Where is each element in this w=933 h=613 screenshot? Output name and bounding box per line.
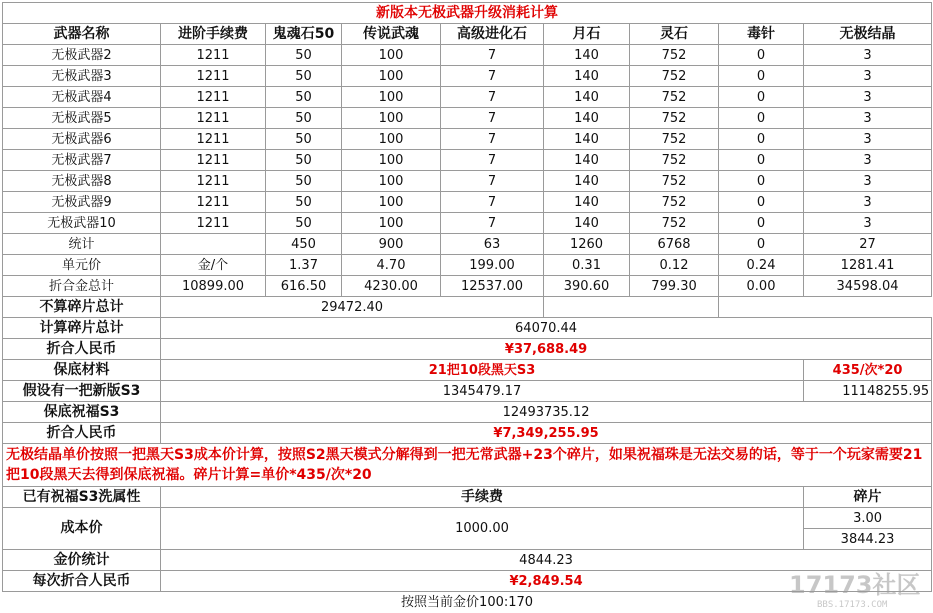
table-row <box>3 129 932 150</box>
table-cell[interactable]: 3 <box>804 192 932 213</box>
table-cell[interactable]: 752 <box>630 129 719 150</box>
table-cell[interactable]: 3 <box>804 108 932 129</box>
calc-shard-total-label[interactable]: 计算碎片总计 <box>3 318 161 339</box>
table-cell[interactable]: 7 <box>441 87 544 108</box>
bless-label[interactable]: 保底祝福S3 <box>3 402 161 423</box>
table-cell[interactable]: 390.60 <box>544 276 630 297</box>
table-cell[interactable]: 1211 <box>161 129 266 150</box>
table-cell[interactable]: 1211 <box>161 87 266 108</box>
gold-value[interactable]: 4844.23 <box>161 550 932 571</box>
table-cell[interactable]: 4.70 <box>342 255 441 276</box>
table-cell[interactable]: 0 <box>719 108 804 129</box>
table-cell[interactable]: 50 <box>266 150 342 171</box>
header-cell[interactable]: 毒针 <box>719 24 804 45</box>
table-cell[interactable]: 7 <box>441 213 544 234</box>
table-cell[interactable]: 100 <box>342 108 441 129</box>
table-row <box>3 276 932 297</box>
table-cell[interactable]: 0.12 <box>630 255 719 276</box>
bless-value[interactable]: 12493735.12 <box>161 402 932 423</box>
guarantee-extra[interactable]: 435/次*20 <box>804 360 932 381</box>
row-label[interactable]: 无极武器4 <box>3 87 161 108</box>
table-cell[interactable]: 140 <box>544 213 630 234</box>
table-cell[interactable]: 0 <box>719 45 804 66</box>
assume-extra[interactable]: 11148255.95 <box>804 381 932 402</box>
table-cell[interactable]: 1211 <box>161 45 266 66</box>
table-cell[interactable]: 63 <box>441 234 544 255</box>
assume-label[interactable]: 假设有一把新版S3 <box>3 381 161 402</box>
table-cell[interactable]: 50 <box>266 171 342 192</box>
table-cell[interactable]: 1260 <box>544 234 630 255</box>
guarantee-label[interactable]: 保底材料 <box>3 360 161 381</box>
row-label[interactable]: 统计 <box>3 234 161 255</box>
table-cell[interactable]: 7 <box>441 129 544 150</box>
table-row <box>3 66 932 87</box>
watermark-logo-text: 17173社区 <box>789 571 921 599</box>
table-cell[interactable]: 7 <box>441 66 544 87</box>
table-cell[interactable]: 7 <box>441 45 544 66</box>
table-cell[interactable]: 7 <box>441 171 544 192</box>
table-row <box>3 171 932 192</box>
table-cell[interactable]: 1211 <box>161 150 266 171</box>
assume-value[interactable]: 1345479.17 <box>161 381 804 402</box>
table-cell[interactable]: 0.00 <box>719 276 804 297</box>
header-row <box>3 24 932 45</box>
row-label[interactable]: 无极武器3 <box>3 66 161 87</box>
table-row <box>3 87 932 108</box>
table-cell[interactable]: 752 <box>630 66 719 87</box>
table-cell[interactable]: 50 <box>266 192 342 213</box>
header-cell[interactable]: 无极结晶 <box>804 24 932 45</box>
table-cell[interactable]: 100 <box>342 129 441 150</box>
empty-cell[interactable] <box>544 297 719 318</box>
bless-row <box>3 402 932 423</box>
table-row <box>3 234 932 255</box>
table-cell[interactable]: 3 <box>804 129 932 150</box>
guarantee-row <box>3 360 932 381</box>
table-cell[interactable]: 100 <box>342 171 441 192</box>
reroll-header-row <box>3 487 932 508</box>
table-cell[interactable]: 7 <box>441 150 544 171</box>
table-cell[interactable]: 3 <box>804 87 932 108</box>
row-label[interactable]: 单元价 <box>3 255 161 276</box>
rmb-row-2 <box>3 423 932 444</box>
table-cell[interactable]: 100 <box>342 45 441 66</box>
table-cell[interactable]: 27 <box>804 234 932 255</box>
table-cell[interactable]: 0 <box>719 192 804 213</box>
sheet-title[interactable]: 新版本无极武器升级消耗计算 <box>3 3 932 24</box>
table-cell[interactable]: 100 <box>342 213 441 234</box>
rmb-label-1[interactable]: 折合人民币 <box>3 339 161 360</box>
table-cell[interactable]: 140 <box>544 45 630 66</box>
table-cell[interactable]: 50 <box>266 66 342 87</box>
table-cell[interactable]: 752 <box>630 171 719 192</box>
cost-row-a <box>3 508 932 529</box>
row-label[interactable]: 无极武器9 <box>3 192 161 213</box>
table-cell[interactable]: 3 <box>804 150 932 171</box>
table-cell[interactable]: 3 <box>804 171 932 192</box>
rmb-value-3[interactable]: ¥2,849.54 <box>161 571 932 592</box>
table-cell[interactable]: 3 <box>804 45 932 66</box>
watermark-url: BBS.17173.COM <box>817 600 888 610</box>
table-cell[interactable]: 140 <box>544 150 630 171</box>
table-cell[interactable]: 0 <box>719 66 804 87</box>
shard-value[interactable]: 3844.23 <box>804 529 932 550</box>
non-shard-total-label[interactable]: 不算碎片总计 <box>3 297 161 318</box>
table-cell[interactable]: 4230.00 <box>342 276 441 297</box>
rmb-row-1 <box>3 339 932 360</box>
row-label[interactable]: 无极武器5 <box>3 108 161 129</box>
cost-label[interactable]: 成本价 <box>3 508 161 550</box>
fee-header[interactable]: 手续费 <box>161 487 804 508</box>
table-cell[interactable]: 1211 <box>161 213 266 234</box>
table-row <box>3 192 932 213</box>
table-cell[interactable]: 7 <box>441 192 544 213</box>
row-label[interactable]: 无极武器10 <box>3 213 161 234</box>
rmb-label-2[interactable]: 折合人民币 <box>3 423 161 444</box>
table-cell[interactable]: 1.37 <box>266 255 342 276</box>
reroll-label[interactable]: 已有祝福S3洗属性 <box>3 487 161 508</box>
table-cell[interactable]: 140 <box>544 87 630 108</box>
table-cell[interactable]: 752 <box>630 150 719 171</box>
title-row <box>3 3 932 24</box>
calc-shard-total-value[interactable]: 64070.44 <box>161 318 932 339</box>
header-cell[interactable]: 鬼魂石50 <box>266 24 342 45</box>
row-label[interactable]: 无极武器8 <box>3 171 161 192</box>
table-cell[interactable]: 752 <box>630 108 719 129</box>
non-shard-total-row <box>3 297 932 318</box>
table-cell[interactable]: 50 <box>266 87 342 108</box>
table-row <box>3 45 932 66</box>
calc-shard-total-row <box>3 318 932 339</box>
row-label[interactable]: 无极武器7 <box>3 150 161 171</box>
table-cell[interactable]: 50 <box>266 45 342 66</box>
table-cell[interactable]: 140 <box>544 108 630 129</box>
table-cell[interactable]: 0.24 <box>719 255 804 276</box>
note-row <box>3 444 932 487</box>
table-cell[interactable]: 100 <box>342 66 441 87</box>
table-cell[interactable]: 616.50 <box>266 276 342 297</box>
table-row <box>3 108 932 129</box>
table-cell[interactable]: 1211 <box>161 108 266 129</box>
table-cell[interactable]: 0 <box>719 171 804 192</box>
table-cell[interactable]: 6768 <box>630 234 719 255</box>
cost-value[interactable]: 1000.00 <box>161 508 804 550</box>
table-cell[interactable]: 1211 <box>161 66 266 87</box>
table-cell[interactable]: 752 <box>630 213 719 234</box>
table-row <box>3 255 932 276</box>
table-cell[interactable]: 1211 <box>161 192 266 213</box>
table-cell[interactable]: 3 <box>804 66 932 87</box>
shard-count[interactable]: 3.00 <box>804 508 932 529</box>
header-cell[interactable]: 武器名称 <box>3 24 161 45</box>
cost-table <box>2 2 932 612</box>
site-watermark <box>787 565 927 611</box>
table-cell[interactable]: 100 <box>342 150 441 171</box>
rmb-value-2[interactable]: ¥7,349,255.95 <box>161 423 932 444</box>
table-cell[interactable]: 0 <box>719 234 804 255</box>
table-cell[interactable]: 50 <box>266 213 342 234</box>
table-cell[interactable]: 100 <box>342 87 441 108</box>
table-cell[interactable]: 7 <box>441 108 544 129</box>
table-cell[interactable]: 199.00 <box>441 255 544 276</box>
row-label[interactable]: 无极武器2 <box>3 45 161 66</box>
table-cell[interactable]: 34598.04 <box>804 276 932 297</box>
table-cell[interactable]: 50 <box>266 129 342 150</box>
table-row <box>3 213 932 234</box>
empty-cell <box>719 297 932 318</box>
table-cell[interactable]: 12537.00 <box>441 276 544 297</box>
table-cell[interactable]: 0 <box>719 213 804 234</box>
footer-note: 按照当前金价100:170 <box>401 594 534 610</box>
table-cell[interactable]: 100 <box>342 192 441 213</box>
table-cell[interactable]: 450 <box>266 234 342 255</box>
rmb-value-1[interactable]: ¥37,688.49 <box>161 339 932 360</box>
table-cell[interactable]: 0 <box>719 87 804 108</box>
table-cell[interactable]: 0 <box>719 150 804 171</box>
table-cell[interactable]: 140 <box>544 129 630 150</box>
assume-row <box>3 381 932 402</box>
table-cell[interactable]: 140 <box>544 171 630 192</box>
table-cell[interactable]: 752 <box>630 45 719 66</box>
table-cell[interactable]: 0.31 <box>544 255 630 276</box>
header-cell[interactable]: 灵石 <box>630 24 719 45</box>
table-cell[interactable]: 799.30 <box>630 276 719 297</box>
header-cell[interactable]: 月石 <box>544 24 630 45</box>
table-cell[interactable]: 0 <box>719 129 804 150</box>
spreadsheet <box>2 2 931 612</box>
table-cell[interactable]: 752 <box>630 192 719 213</box>
table-cell[interactable]: 1211 <box>161 171 266 192</box>
guarantee-value[interactable]: 21把10段黑天S3 <box>161 360 804 381</box>
table-cell[interactable]: 3 <box>804 213 932 234</box>
table-cell[interactable] <box>161 234 266 255</box>
header-cell[interactable]: 进阶手续费 <box>161 24 266 45</box>
table-row <box>3 150 932 171</box>
header-cell[interactable]: 传说武魂 <box>342 24 441 45</box>
table-cell[interactable]: 752 <box>630 87 719 108</box>
row-label[interactable]: 折合金总计 <box>3 276 161 297</box>
row-label[interactable]: 无极武器6 <box>3 129 161 150</box>
shard-header[interactable]: 碎片 <box>804 487 932 508</box>
table-cell[interactable]: 900 <box>342 234 441 255</box>
table-cell[interactable]: 50 <box>266 108 342 129</box>
table-cell[interactable]: 140 <box>544 66 630 87</box>
header-cell[interactable]: 高级进化石 <box>441 24 544 45</box>
table-cell[interactable]: 140 <box>544 192 630 213</box>
note-text[interactable]: 无极结晶单价按照一把黑天S3成本价计算，按照S2黑天模式分解得到一把无常武器+23个碎片，如果祝福珠是无法交易的话，等于一个玩家需要21把10段黑天去得到保底祝福。碎片计算=单价*435/次*20 <box>3 444 932 487</box>
rmb-label-3[interactable]: 每次折合人民币 <box>3 571 161 592</box>
gold-label[interactable]: 金价统计 <box>3 550 161 571</box>
table-cell[interactable]: 1281.41 <box>804 255 932 276</box>
non-shard-total-value[interactable]: 29472.40 <box>161 297 544 318</box>
table-cell[interactable]: 金/个 <box>161 255 266 276</box>
table-cell[interactable]: 10899.00 <box>161 276 266 297</box>
